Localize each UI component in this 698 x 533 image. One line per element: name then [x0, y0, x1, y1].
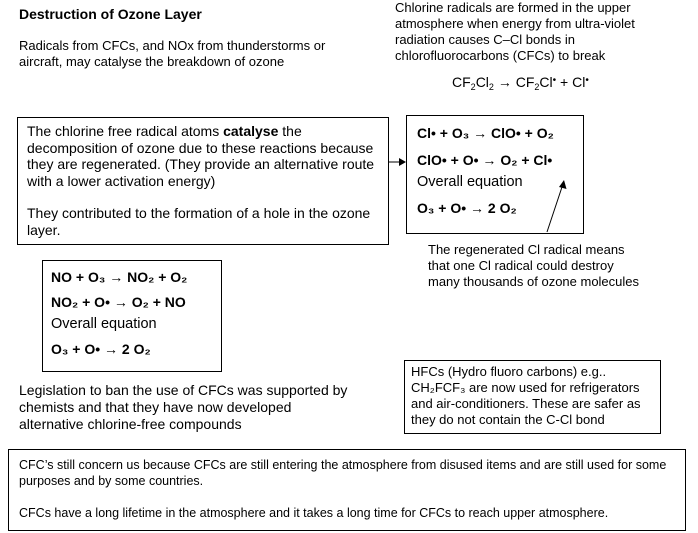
legislation-line: chemists and that they have now developed: [19, 399, 292, 415]
hfc-line: and air-conditioners. These are safer as: [411, 396, 641, 411]
cfc-breakdown-equation: [452, 74, 589, 90]
no-equation-1: NO + O₃ → NO₂ + O₂: [51, 269, 188, 285]
product-formula: $CF_2Cl$: [515, 74, 553, 92]
hfc-line: they do not contain the C-Cl bond: [411, 412, 605, 427]
reaction-arrow: →: [497, 74, 512, 90]
chlorine-formation-line: atmosphere when energy from ultra-violet: [395, 16, 635, 31]
chlorine-equation-1: Cl• + O₃ → ClO• + O₂: [417, 125, 554, 141]
hfc-box: [404, 360, 661, 434]
catalyst-explanation-box: [17, 117, 389, 245]
ozone-hole-paragraph: They contributed to the formation of a hole in the ozone layer.: [27, 205, 371, 238]
plus-sign: +: [560, 74, 569, 90]
hfc-line: CH₂FCF₃ are now used for refrigerators: [411, 380, 640, 395]
overall-equation-label: Overall equation: [417, 174, 523, 190]
note-line: that one Cl radical could destroy: [428, 258, 614, 273]
note-line: many thousands of ozone molecules: [428, 274, 640, 289]
cfc-formula: $CF_2Cl_2$: [452, 74, 494, 92]
intro-text: [19, 38, 325, 70]
page-title: Destruction of Ozone Layer: [19, 6, 202, 22]
note-line: The regenerated Cl radical means: [428, 242, 625, 257]
hfc-line: HFCs (Hydro fluoro carbons) e.g..: [411, 364, 607, 379]
hfc-formula: CH₂FCF₃: [411, 380, 466, 395]
chlorine-formation-text: [395, 0, 635, 64]
chlorine-overall-equation: O₃ + O• → 2 O₂: [417, 200, 517, 216]
concern-paragraph: CFC’s still concern us because CFCs are still entering the atmosphere from disused items and are still used for some purposes and by some countries.: [19, 458, 667, 488]
legislation-line: Legislation to ban the use of CFCs was supported by: [19, 382, 348, 398]
intro-line: Radicals from CFCs, and NOx from thunderstorms or: [19, 38, 326, 53]
legislation-text: [19, 382, 347, 433]
overall-equation-label: Overall equation: [51, 316, 157, 332]
intro-line: aircraft, may catalyse the breakdown of ozone: [19, 54, 285, 69]
no-equations-box: [42, 260, 222, 372]
no-overall-equation: O₃ + O• → 2 O₂: [51, 341, 151, 357]
chlorine-equation-2: ClO• + O• → O₂ + Cl•: [417, 152, 553, 168]
legislation-line: alternative chlorine-free compounds: [19, 416, 242, 432]
arrow-to-regenerated-radical: [543, 178, 573, 238]
catalyst-paragraph: The chlorine free radical atoms catalyse the decomposition of ozone due to these reactions because they are regenerated. (They provide an alternative route with a lower activation energy): [27, 123, 375, 189]
chlorine-formation-line: chlorofluorocarbons (CFCs) to break: [395, 48, 606, 63]
chlorine-formation-line: radiation causes C–Cl bonds in: [395, 32, 575, 47]
regenerated-radical-note: [428, 242, 639, 290]
lifetime-paragraph: CFCs have a long lifetime in the atmosphere and it takes a long time for CFCs to reach upper atmosphere.: [19, 506, 609, 520]
radical-dot: •: [585, 75, 589, 86]
chlorine-radical: Cl: [572, 74, 586, 90]
cfc-concern-box: [8, 449, 686, 531]
no-equation-2: NO₂ + O• → O₂ + NO: [51, 294, 186, 310]
radical-dot: •: [552, 75, 557, 86]
chlorine-formation-line: Chlorine radicals are formed in the upper: [395, 0, 631, 15]
